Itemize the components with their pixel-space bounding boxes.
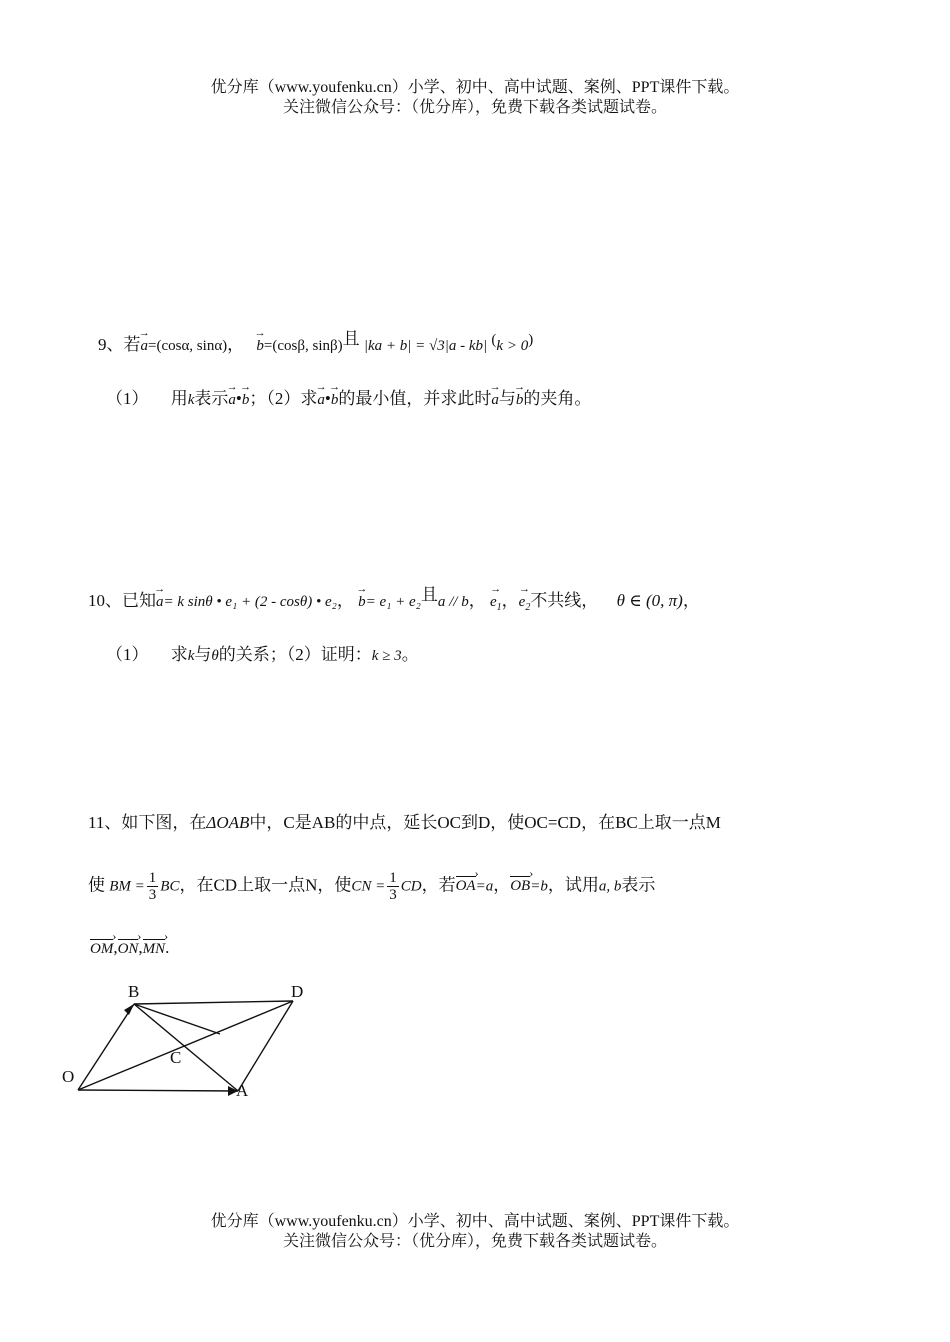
label-a: A <box>236 1081 249 1100</box>
footer-line-1: 优分库（www.youfenku.cn）小学、初中、高中试题、案例、PPT课件下载。 <box>210 1213 740 1230</box>
q9-text: 用 <box>170 389 188 408</box>
fraction-one-third: $\frac{1}{3}$ <box>148 870 157 903</box>
vector-a: → a <box>491 392 499 409</box>
vector-e1: → $e_1$ <box>490 594 502 613</box>
vector-oa: OA › <box>456 876 476 895</box>
segment-ab <box>134 1004 238 1091</box>
segment-oa <box>78 1090 238 1091</box>
vector-om: OM › <box>90 939 113 958</box>
q9-statement: 9、若→ a=(cosα, sinα)， → b=(cosβ, sinβ)且 |ka + b| = √3|a - kb| (k > 0) <box>98 330 533 355</box>
q11-text: ，试用 <box>547 875 599 895</box>
q11-eq-b: =b <box>530 878 548 895</box>
q11-ab: a, b <box>598 878 622 895</box>
header-line-2: 关注微信公众号：（优分库），免费下载各类试题试卷。 <box>282 99 667 116</box>
segment-bd <box>134 1001 293 1004</box>
vector-e2: → $e_2$ <box>519 594 531 613</box>
q10-statement: 10、已知→ a= k sinθ • e₁ + (2 - cosθ) • e₂， → b= e₁ + e₂且a // b， → $e_1$，→ $e_2$不共线， θ ∈ (0, π)， <box>88 586 700 613</box>
q11-text: 使 <box>88 875 105 895</box>
q9-a-def: =(cosα, sinα) <box>148 338 228 354</box>
label-d: D <box>291 982 304 1001</box>
q10-theta-symbol: θ <box>211 648 219 664</box>
vector-b: → b <box>256 338 264 355</box>
q11-eq-a: =a <box>475 878 494 895</box>
segment-od <box>78 1001 293 1090</box>
vector-mn: MN › <box>143 939 166 958</box>
vector-b: → b <box>242 392 250 409</box>
q11-number: 11、如下图，在 <box>88 813 207 832</box>
vector-a: → a <box>228 392 236 409</box>
q10-theta: θ ∈ (0, π) <box>616 591 683 610</box>
q10-text: 的关系；（2）证明： <box>218 645 372 664</box>
q10-proof: k ≥ 3 <box>371 648 402 664</box>
q10-k: k <box>187 648 195 664</box>
q10-qie: 且 <box>420 585 438 604</box>
vector-b: → b <box>516 392 524 409</box>
q11-text: ， <box>493 875 511 895</box>
vector-on: ON › <box>118 939 139 958</box>
q9-b-def: =(cosβ, sinβ) <box>263 338 343 354</box>
q9-text: 的夹角。 <box>523 389 592 408</box>
q9-part-label: （1） <box>106 389 149 408</box>
q10-noncollinear: 不共线， <box>530 591 599 610</box>
q9-qie: 且 <box>342 329 360 348</box>
vector-a: → a <box>317 392 325 409</box>
q9-text: ；（2）求 <box>249 389 318 408</box>
arrowhead-b <box>124 1004 134 1015</box>
q10-number: 10、已知 <box>88 591 156 610</box>
q9-k-condition: k > 0 <box>496 338 529 354</box>
q10-part-label: （1） <box>106 645 149 664</box>
q10-text: 求 <box>170 645 188 664</box>
q9-comma: ， <box>227 335 245 354</box>
q11-text: 中，C是AB的中点，延长OC到D，使OC=CD，在BC上取一点M <box>249 813 721 832</box>
q11-triangle: ΔOAB <box>206 813 250 832</box>
label-b: B <box>128 982 140 1001</box>
q11-text: ，若 <box>421 875 456 895</box>
segment-ob <box>78 1004 134 1090</box>
vector-a: → a <box>156 594 164 611</box>
q10-text: 。 <box>401 645 419 664</box>
q11-text: 表示 <box>621 875 656 895</box>
q11-period: . <box>165 938 170 957</box>
vector-ob: OB › <box>510 876 530 895</box>
label-o: O <box>62 1067 75 1086</box>
q11-bm: BM = <box>109 878 145 895</box>
vector-a: → a <box>141 338 149 355</box>
q9-text: 的最小值，并求此时 <box>338 389 492 408</box>
label-c: C <box>170 1048 182 1067</box>
q9-text: 表示 <box>194 389 229 408</box>
q11-bc: BC <box>160 878 180 895</box>
header-line-1: 优分库（www.youfenku.cn）小学、初中、高中试题、案例、PPT课件下载。 <box>210 79 740 96</box>
segment-bn <box>134 1004 220 1034</box>
q10-a-def: = k sinθ • e₁ + (2 - cosθ) • e₂ <box>163 594 337 610</box>
q9-parts: （1） 用k表示→ a•→ b；（2）求→ a•→ b的最小值，并求此时→ a与→ b的夹角。 <box>106 384 591 409</box>
q9-text: 与 <box>498 389 516 408</box>
q11-cn: CN = <box>351 878 386 895</box>
vector-b: → b <box>331 392 339 409</box>
q9-number: 9、若 <box>98 335 141 354</box>
fraction-one-third: $\frac{1}{3}$ <box>389 870 397 903</box>
q11-cd: CD <box>400 878 422 895</box>
q10-b-def: = e₁ + e₂ <box>365 594 421 610</box>
q9-k: k <box>187 392 195 408</box>
q11-line-3: OM ›,ON ›,MN ›. <box>90 938 169 958</box>
q11-text: ，在CD上取一点N，使 <box>179 875 352 895</box>
footer-line-2: 关注微信公众号：（优分库），免费下载各类试题试卷。 <box>282 1233 667 1250</box>
q9-condition: |ka + b| = √3|a - kb| <box>363 338 488 354</box>
vector-b: → b <box>358 594 366 611</box>
segment-da <box>238 1001 293 1091</box>
q10-text: 与 <box>194 645 212 664</box>
q10-parallel: a // b <box>437 594 469 610</box>
